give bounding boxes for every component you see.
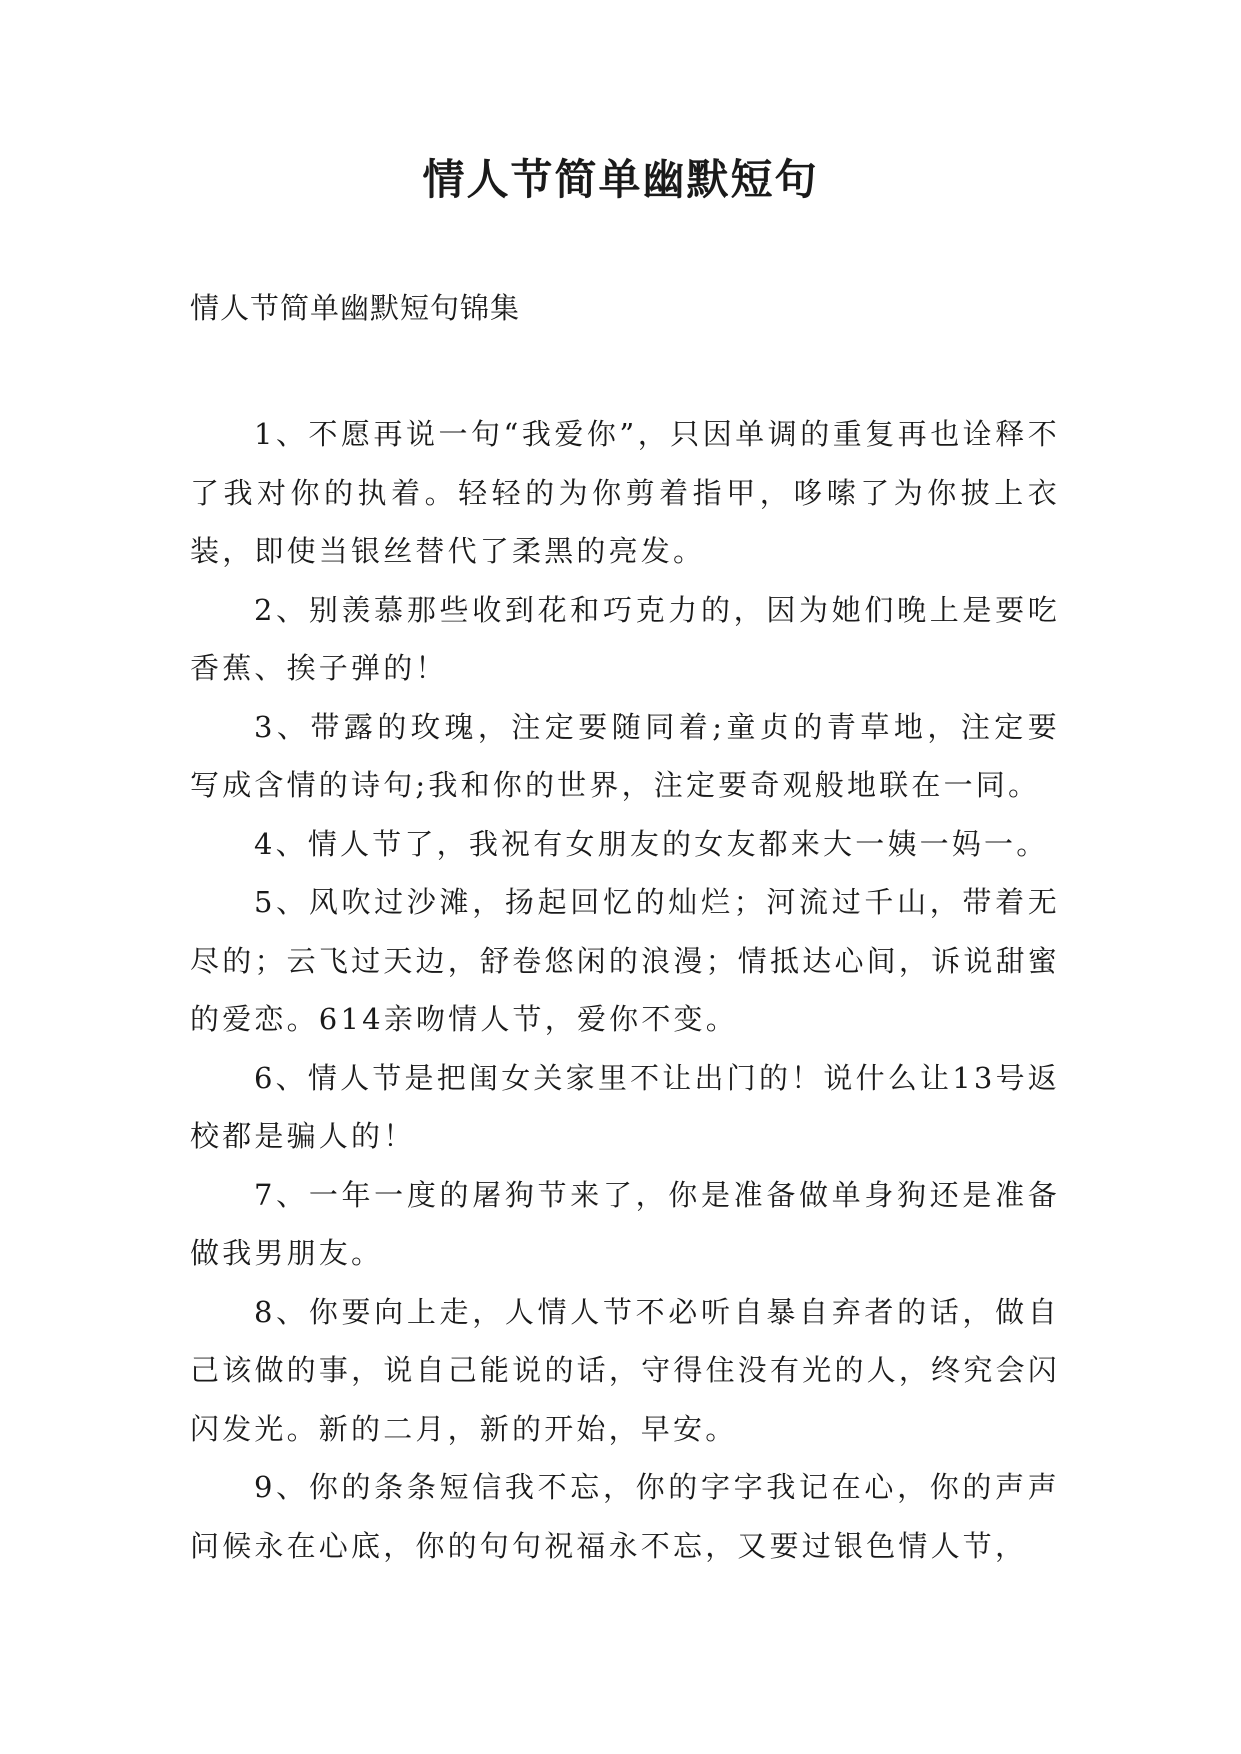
document-subtitle: 情人节简单幽默短句锦集 [190,291,521,325]
paragraph-5: 5、风吹过沙滩，扬起回忆的灿烂；河流过千山，带着无尽的；云飞过天边，舒卷悠闲的浪漫；情抵达心间，诉说甜蜜的爱恋。614亲吻情人节，爱你不变。 [190,885,1060,1036]
paragraph-3: 3、带露的玫瑰，注定要随同着;童贞的青草地，注定要写成含情的诗句;我和你的世界，注定要奇观般地联在一同。 [190,709,1060,802]
paragraph-2: 2、别羡慕那些收到花和巧克力的，因为她们晚上是要吃香蕉、挨子弹的！ [190,592,1060,685]
paragraph-9: 9、你的条条短信我不忘，你的字字我记在心，你的声声问候永在心底，你的句句祝福永不忘，又要过银色情人节， [190,1470,1060,1563]
document-body [190,405,1060,1575]
paragraph-1: 1、不愿再说一句“我爱你”，只因单调的重复再也诠释不了我对你的执着。轻轻的为你剪着指甲，哆嗦了为你披上衣装，即使当银丝替代了柔黑的亮发。 [190,417,1060,568]
paragraph-4: 4、情人节了，我祝有女朋友的女友都来大一姨一妈一。 [254,826,1049,861]
paragraph-6: 6、情人节是把闺女关家里不让出门的！说什么让13号返校都是骗人的！ [190,1060,1060,1153]
document-title: 情人节简单幽默短句 [422,155,819,204]
paragraph-8: 8、你要向上走，人情人节不必听自暴自弃者的话，做自己该做的事，说自己能说的话，守得住没有光的人，终究会闪闪发光。新的二月，新的开始，早安。 [190,1294,1060,1446]
paragraph-7: 7、一年一度的屠狗节来了，你是准备做单身狗还是准备做我男朋友。 [190,1177,1060,1270]
